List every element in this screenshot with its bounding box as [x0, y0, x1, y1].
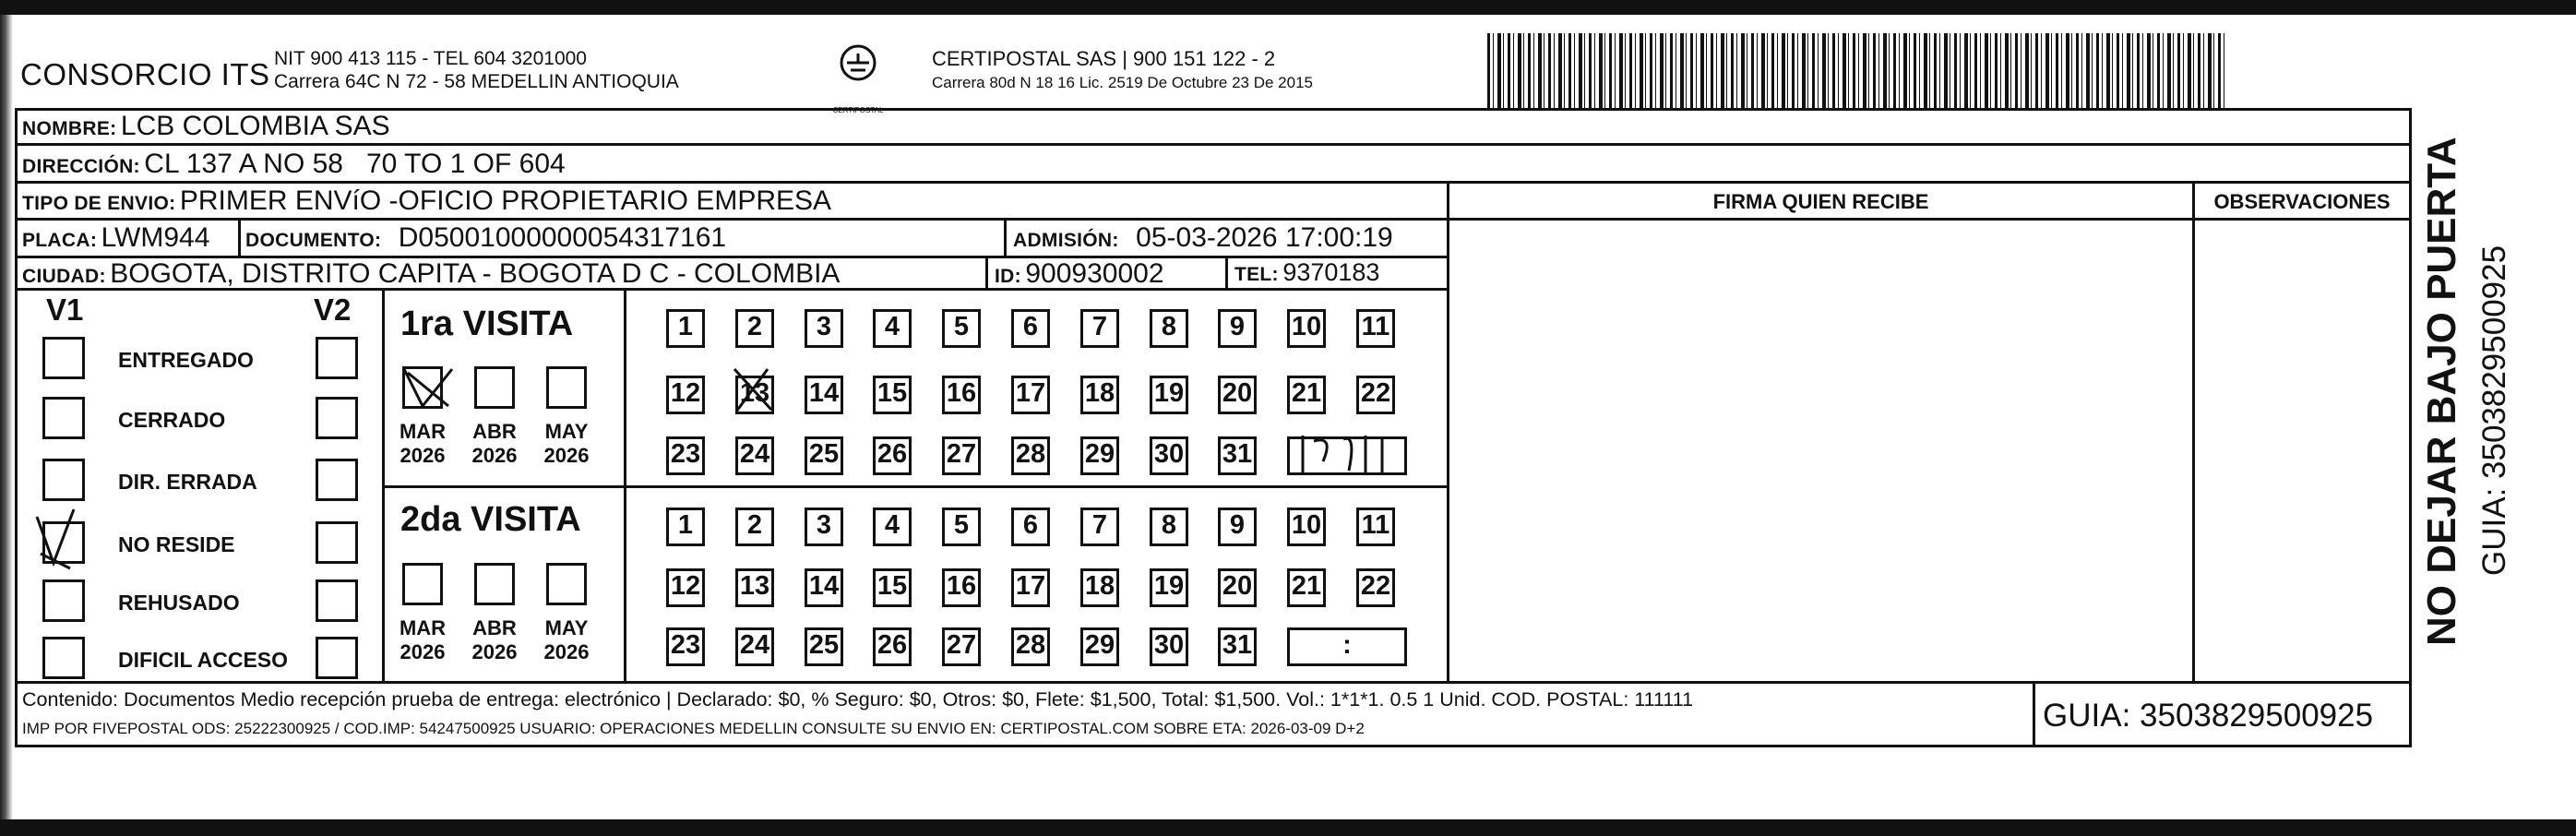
day-box[interactable]: 23 [666, 627, 705, 666]
day-box[interactable]: 25 [805, 436, 843, 475]
tipo-label: TIPO DE ENVIO: [22, 193, 176, 214]
cross-mark-13 [734, 369, 771, 412]
day-box[interactable]: 29 [1080, 436, 1119, 475]
day-box[interactable]: 8 [1150, 508, 1188, 546]
time-scribble [1303, 436, 1382, 472]
day-box[interactable]: 20 [1218, 568, 1257, 607]
footer-print-info: IMP POR FIVEPOSTAL ODS: 25222300925 / COD.IMP: 54247500925 USUARIO: OPERACIONES MEDELLIN CONSULTE SU ENVIO EN: CERTIPOSTAL.COM SOBRE ETA: 2026-03-09 D+2 [22, 720, 1365, 737]
day-box[interactable]: 3 [805, 508, 843, 546]
month-name: MAY [544, 420, 589, 443]
day-box[interactable]: 10 [1287, 508, 1326, 546]
tipo-value: PRIMER ENVíO -OFICIO PROPIETARIO EMPRESA [179, 185, 832, 216]
day-box[interactable]: 2 [735, 309, 774, 348]
tel-value: 9370183 [1282, 258, 1380, 286]
day-box[interactable]: 5 [942, 508, 981, 546]
month-name: ABR [472, 616, 517, 639]
certipostal-logo: CERTIPOSTAL [816, 41, 900, 107]
id-value: 900930002 [1025, 258, 1164, 289]
month-year: 2026 [471, 444, 518, 467]
month-name: MAR [399, 616, 447, 639]
day-box[interactable]: 2 [735, 508, 774, 546]
time-field[interactable]: : [1287, 627, 1407, 666]
day-box[interactable]: 12 [666, 376, 705, 414]
day-box[interactable]: 22 [1356, 376, 1395, 414]
day-box[interactable]: 17 [1011, 376, 1050, 414]
day-box[interactable]: 28 [1011, 436, 1050, 475]
status-label: ENTREGADO [118, 348, 254, 372]
day-box[interactable]: 20 [1218, 376, 1257, 414]
courier-address: Carrera 80d N 18 16 Lic. 2519 De Octubre 23 De 2015 [932, 74, 1313, 91]
check-mark-mar [404, 369, 452, 406]
day-box[interactable]: 21 [1287, 376, 1326, 414]
tel-label: TEL: [1234, 264, 1279, 285]
status-label: NO RESIDE [118, 532, 235, 556]
day-box[interactable]: 11 [1356, 508, 1395, 546]
day-box[interactable]: 15 [873, 568, 912, 607]
day-box[interactable]: 13 [735, 376, 774, 414]
v2-header: V2 [314, 293, 352, 327]
day-box[interactable]: 1 [666, 508, 705, 546]
admision-value: 05-03-2026 17:00:19 [1136, 222, 1393, 253]
do-not-leave-under-door: NO DEJAR BAJO PUERTA [2419, 137, 2464, 646]
day-box[interactable]: 1 [666, 309, 705, 348]
day-box[interactable]: 6 [1011, 309, 1050, 348]
month-year: 2026 [543, 444, 590, 467]
second-visit-title: 2da VISITA [400, 500, 581, 539]
month-name: MAR [399, 420, 447, 443]
placa-label: PLACA: [22, 230, 98, 251]
day-box[interactable]: 27 [942, 627, 981, 666]
placa-value: LWM944 [101, 222, 210, 253]
day-box[interactable]: 9 [1218, 309, 1257, 348]
day-box[interactable]: 7 [1080, 309, 1119, 348]
day-box[interactable]: 18 [1080, 568, 1119, 607]
day-box[interactable]: 31 [1218, 436, 1257, 475]
day-box[interactable]: 29 [1080, 627, 1119, 666]
ciudad-label: CIUDAD: [22, 266, 106, 287]
day-box[interactable]: 17 [1011, 568, 1050, 607]
day-box[interactable]: 11 [1356, 309, 1395, 348]
day-box[interactable]: 4 [873, 309, 912, 348]
day-box[interactable]: 31 [1218, 627, 1257, 666]
day-box[interactable]: 8 [1150, 309, 1188, 348]
day-box[interactable]: 6 [1011, 508, 1050, 546]
day-box[interactable]: 26 [873, 436, 912, 475]
direccion-value: CL 137 A NO 58 70 TO 1 OF 604 [144, 149, 566, 179]
check-mark-no-reside [37, 509, 74, 568]
month-year: 2026 [543, 640, 590, 663]
documento-value: D05001000000054317161 [398, 222, 727, 253]
month-name: MAY [544, 616, 589, 639]
nombre-value: LCB COLOMBIA SAS [120, 111, 390, 141]
day-box[interactable]: 25 [805, 627, 843, 666]
ciudad-value: BOGOTA, DISTRITO CAPITA - BOGOTA D C - COLOMBIA [110, 258, 841, 289]
day-box[interactable]: 3 [805, 309, 843, 348]
day-box[interactable]: 27 [942, 436, 981, 475]
month-year: 2026 [400, 640, 446, 663]
v1-header: V1 [46, 293, 84, 327]
day-box[interactable]: 21 [1287, 568, 1326, 607]
day-box[interactable]: 19 [1150, 376, 1188, 414]
day-box[interactable]: 5 [942, 309, 981, 348]
company-nit: NIT 900 413 115 - TEL 604 3201000 [274, 48, 587, 69]
day-box[interactable]: 30 [1150, 436, 1188, 475]
status-label: DIFICIL ACCESO [118, 648, 289, 672]
day-box[interactable]: 24 [735, 436, 774, 475]
day-box[interactable]: 7 [1080, 508, 1119, 546]
nombre-label: NOMBRE: [22, 118, 117, 139]
day-box[interactable]: 28 [1011, 627, 1050, 666]
admision-label: ADMISIÓN: [1013, 230, 1119, 251]
first-visit-title: 1ra VISITA [400, 305, 574, 343]
day-box[interactable]: 26 [873, 627, 912, 666]
id-label: ID: [995, 266, 1021, 287]
day-box[interactable]: 14 [805, 568, 843, 607]
guia-number: GUIA: 3503829500925 [2043, 698, 2374, 734]
documento-label: DOCUMENTO: [245, 230, 382, 251]
month-year: 2026 [400, 444, 446, 467]
courier-nit: CERTIPOSTAL SAS | 900 151 122 - 2 [932, 47, 1276, 70]
status-label: DIR. ERRADA [118, 470, 257, 494]
day-box[interactable]: 23 [666, 436, 705, 475]
day-box[interactable]: 13 [735, 568, 774, 607]
status-label: CERRADO [118, 408, 226, 432]
day-box[interactable]: 10 [1287, 309, 1326, 348]
day-box[interactable]: 16 [942, 568, 981, 607]
side-guia-number: GUIA: 3503829500925 [2476, 245, 2512, 576]
day-box[interactable]: 22 [1356, 568, 1395, 607]
day-box[interactable]: 4 [873, 508, 912, 546]
company-name: CONSORCIO ITS [20, 57, 270, 91]
direccion-label: DIRECCIÓN: [22, 156, 140, 177]
month-name: ABR [472, 420, 517, 443]
day-box[interactable]: 19 [1150, 568, 1188, 607]
observaciones-header: OBSERVACIONES [2213, 190, 2391, 213]
firma-header: FIRMA QUIEN RECIBE [1712, 190, 1929, 213]
day-box[interactable]: 15 [873, 376, 912, 414]
day-box[interactable]: 12 [666, 568, 705, 607]
day-box[interactable]: 30 [1150, 627, 1188, 666]
month-year: 2026 [471, 640, 518, 663]
day-box[interactable]: 18 [1080, 376, 1119, 414]
footer-contents: Contenido: Documentos Medio recepción prueba de entrega: electrónico | Declarado: $0, % Seguro: $0, Otros: $0, Flete: $1,500, Total: $1,500. Vol.: 1*1*1. 0.5 1 Unid. COD. POSTAL: 111111 [22, 688, 1694, 711]
day-box[interactable]: 16 [942, 376, 981, 414]
company-address: Carrera 64C N 72 - 58 MEDELLIN ANTIOQUIA [274, 71, 679, 92]
day-box[interactable]: 14 [805, 376, 843, 414]
status-label: REHUSADO [118, 591, 240, 615]
day-box[interactable]: 24 [735, 627, 774, 666]
day-box[interactable]: 9 [1218, 508, 1257, 546]
